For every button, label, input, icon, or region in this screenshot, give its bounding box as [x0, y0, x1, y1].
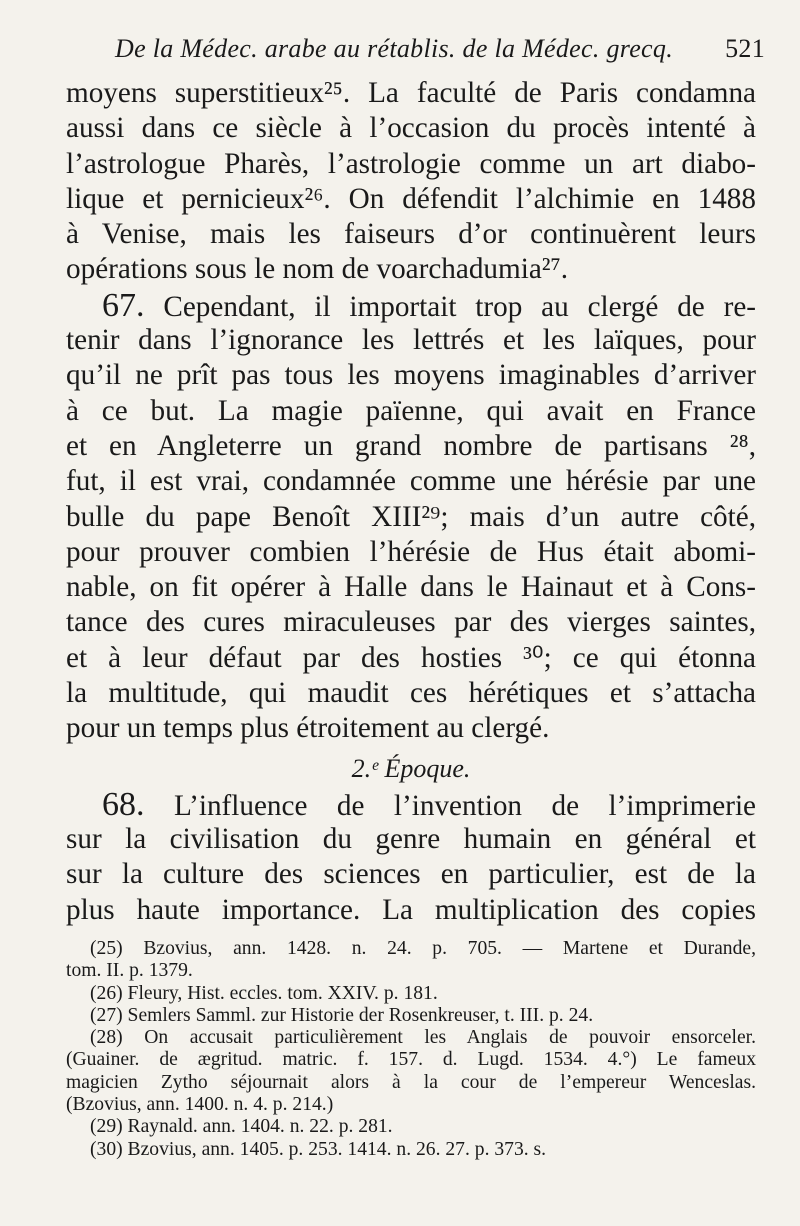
text-line: sur la civilisation du genre humain en général et	[66, 822, 756, 855]
text-line: et en Angleterre un grand nombre de partisans ²⁸,	[66, 429, 756, 462]
section-heading: 2.ᵉ Époque.	[351, 753, 471, 783]
footnote-line: (25) Bzovius, ann. 1428. n. 24. p. 705. — Martene et Durande,	[90, 938, 756, 959]
text-line: tance des cures miraculeuses par des vierges saintes,	[66, 606, 756, 639]
footnote-line: tom. II. p. 1379.	[66, 960, 193, 982]
text-line: plus haute importance. La multiplication des copies	[66, 893, 756, 926]
text-line: nable, on fit opérer à Halle dans le Hainaut et à Cons-	[66, 571, 756, 604]
paragraph-number: 68.	[102, 785, 145, 823]
footnote-line: (30) Bzovius, ann. 1405. p. 253. 1414. n. 26. 27. p. 373. s.	[90, 1138, 547, 1160]
text-line: l’astrologue Pharès, l’astrologie comme un art diabo-	[66, 147, 756, 180]
text-line: à Venise, mais les faiseurs d’or continuèrent leurs	[66, 218, 756, 251]
footnote-line: (29) Raynald. ann. 1404. n. 22. p. 281.	[90, 1116, 393, 1138]
text-line: aussi dans ce siècle à l’occasion du procès intenté à	[66, 112, 756, 145]
paragraph-67-first-line	[66, 288, 756, 323]
text-line: et à leur défaut par des hosties ³⁰; ce qui étonna	[66, 641, 756, 674]
footnote-line: (26) Fleury, Hist. eccles. tom. XXIV. p. 181.	[90, 982, 438, 1004]
footnote-line: (27) Semlers Samml. zur Historie der Rosenkreuser, t. III. p. 24.	[90, 1004, 594, 1026]
text-line: pour prouver combien l’hérésie de Hus était abomi-	[66, 535, 756, 568]
paragraph-68-first-line	[66, 787, 756, 822]
running-header	[115, 34, 765, 64]
footnote-line: magicien Zytho séjournait alors à la cour de l’empereur Wenceslas.	[66, 1071, 756, 1093]
footnote-line: (Guainer. de ægritud. matric. f. 157. d. Lugd. 1534. 4.°) Le fameux	[66, 1049, 756, 1071]
text-line: L’influence de l’invention de l’imprimerie	[173, 789, 757, 822]
main-text	[66, 76, 756, 928]
text-line: tenir dans l’ignorance les lettrés et les laïques, pour	[66, 324, 756, 357]
text-line: moyens superstitieux²⁵. La faculté de Paris condamna	[66, 77, 756, 109]
paragraph-number: 67.	[102, 286, 145, 324]
text-line: opérations sous le nom de voarchadumia²⁷.	[66, 253, 569, 286]
text-line: lique et pernicieux²⁶. On défendit l’alchimie en 1488	[66, 182, 756, 215]
footnote-line: (28) On accusait particulièrement les Anglais de pouvoir ensorceler.	[90, 1027, 756, 1049]
text-line: qu’il ne prît pas tous les moyens imaginables d’arriver	[66, 359, 756, 392]
text-line: sur la culture des sciences en particulier, est de la	[66, 858, 756, 891]
text-line: Cependant, il importait trop au clergé de re-	[163, 290, 757, 323]
running-title: De la Médec. arabe au rétablis. de la Médec. grecq.	[115, 34, 673, 63]
text-line: la multitude, qui maudit ces hérétiques et s’attacha	[66, 677, 756, 710]
footnotes	[66, 938, 756, 1161]
footnote-line: (Bzovius, ann. 1400. n. 4. p. 214.)	[66, 1094, 334, 1116]
text-line: bulle du pape Benoît XIII²⁹; mais d’un autre côté,	[66, 500, 756, 533]
text-line: à ce but. La magie païenne, qui avait en France	[66, 394, 756, 427]
page-number: 521	[725, 34, 765, 63]
text-line: pour un temps plus étroitement au clergé.	[66, 712, 550, 745]
text-line: fut, il est vrai, condamnée comme une hérésie par une	[66, 465, 756, 498]
